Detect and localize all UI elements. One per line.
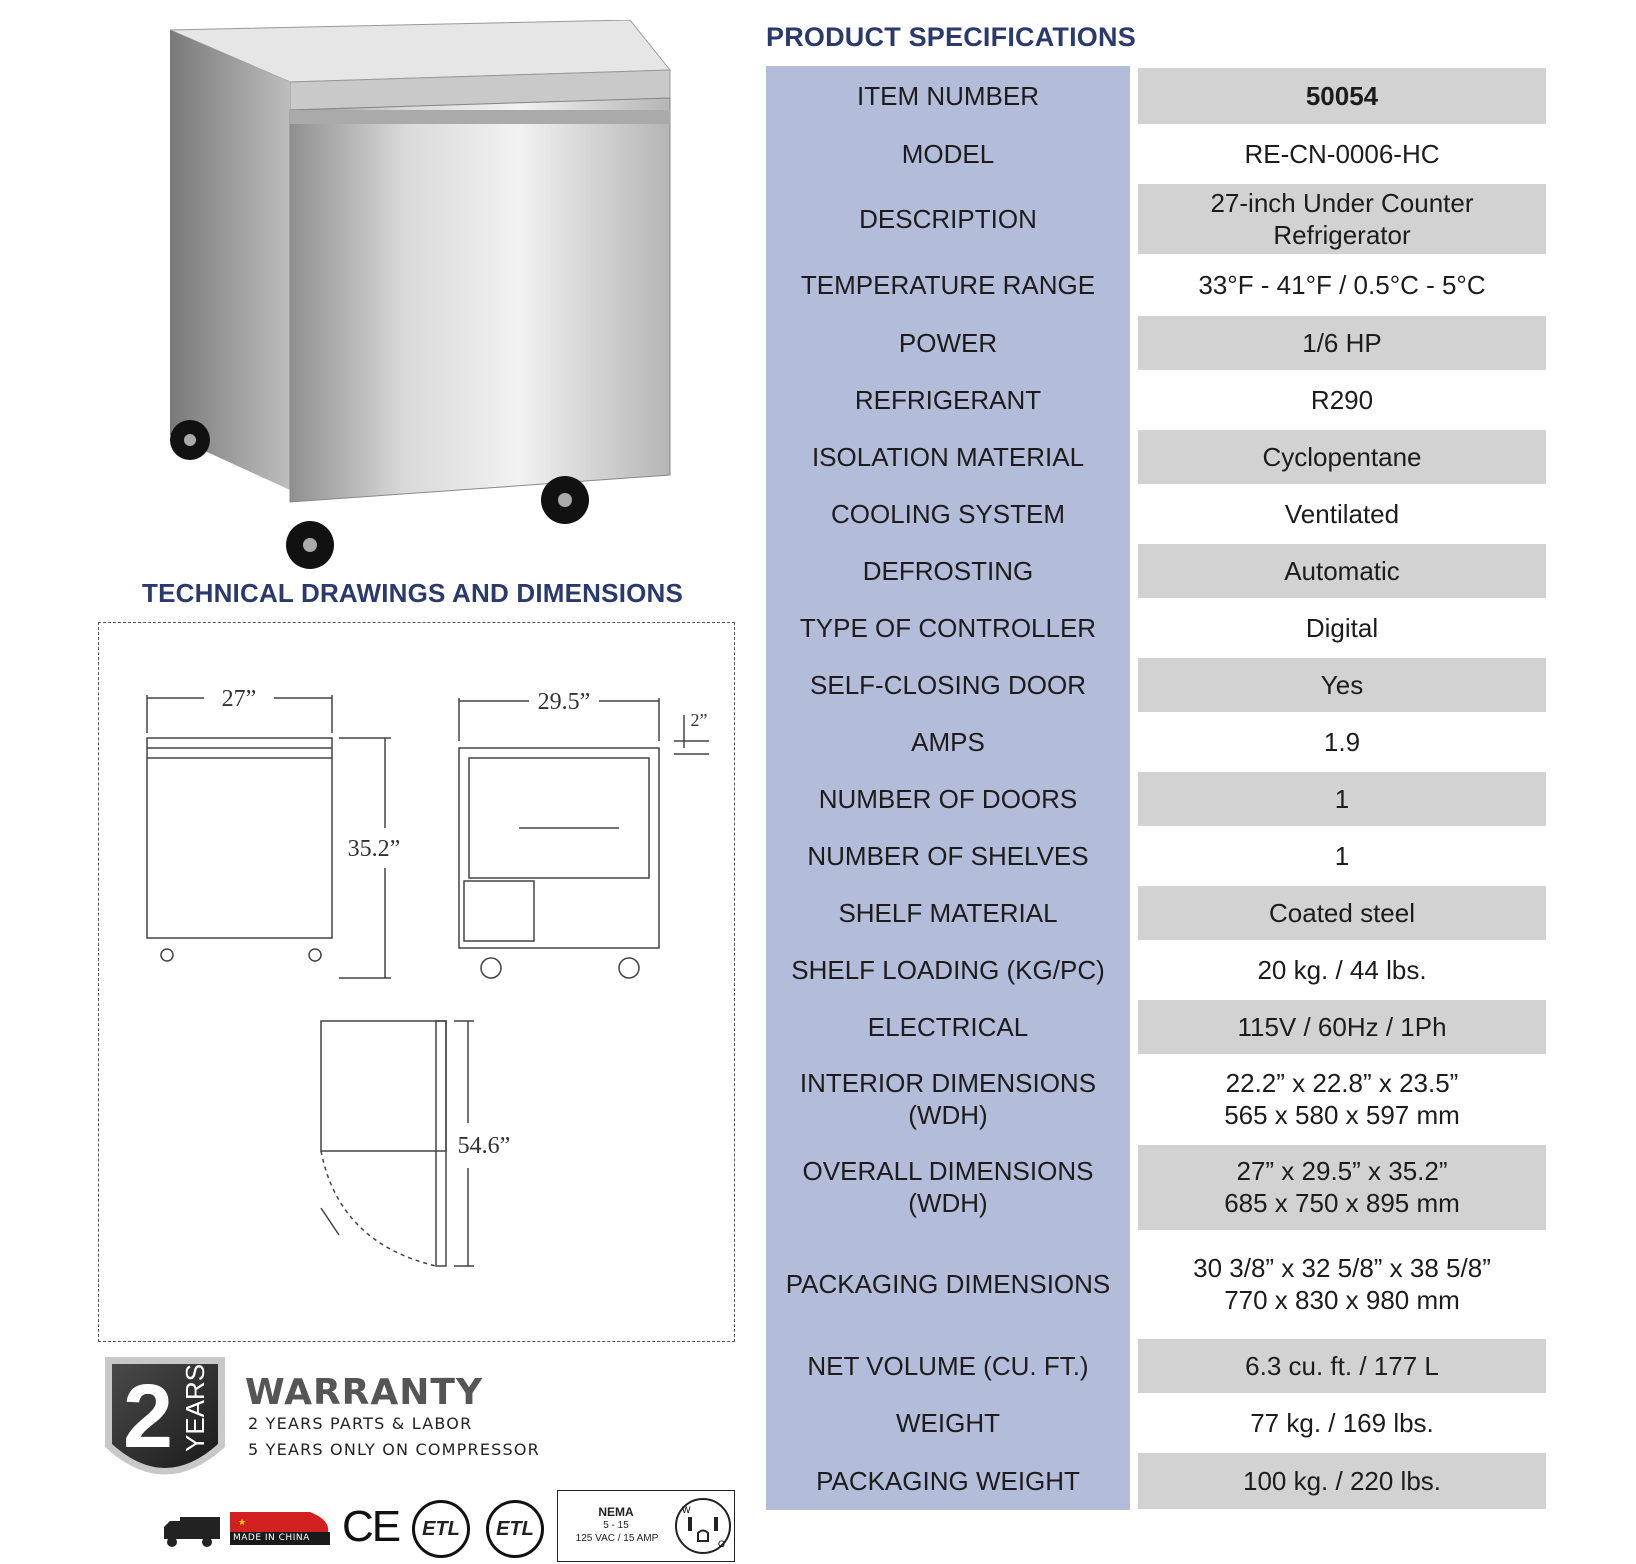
spec-value-line: 1 (1334, 840, 1350, 871)
spec-value (1138, 1055, 1546, 1143)
spec-label: POWER (766, 314, 1130, 371)
made-in-china-badge (230, 1510, 330, 1546)
spec-table (766, 66, 1546, 1510)
spec-value-line: 1/6 HP (1302, 327, 1382, 358)
spec-value-line: 115V / 60Hz / 1Ph (1237, 1011, 1447, 1042)
spec-row (766, 713, 1546, 770)
spec-value (1138, 1145, 1546, 1230)
drawings-svg (99, 623, 736, 1343)
spec-value-line: 20 kg. / 44 lbs. (1257, 954, 1427, 985)
spec-value-line: Ventilated (1284, 498, 1400, 529)
ce-mark-icon: CE (342, 1502, 400, 1551)
spec-label: DESCRIPTION (766, 182, 1130, 255)
spec-label: NUMBER OF SHELVES (766, 827, 1130, 884)
spec-label: ISOLATION MATERIAL (766, 428, 1130, 485)
made-in-label: MADE IN CHINA (233, 1533, 310, 1543)
technical-drawings (98, 622, 735, 1342)
spec-row (766, 1337, 1546, 1394)
drawings-heading: TECHNICAL DRAWINGS AND DIMENSIONS (142, 578, 684, 608)
spec-row (766, 485, 1546, 542)
spec-row (766, 1143, 1546, 1231)
warranty-number: 2 (122, 1367, 174, 1467)
spec-row (766, 941, 1546, 998)
spec-label: OVERALL DIMENSIONS (WDH) (766, 1143, 1130, 1231)
spec-value-line: Refrigerator (1273, 219, 1411, 250)
spec-value-line: Digital (1305, 612, 1379, 643)
spec-value-line: 100 kg. / 220 lbs. (1242, 1465, 1442, 1496)
spec-label: TEMPERATURE RANGE (766, 255, 1130, 314)
spec-value-line: 77 kg. / 169 lbs. (1250, 1407, 1434, 1438)
spec-label: TYPE OF CONTROLLER (766, 599, 1130, 656)
warranty-line-1: 2 YEARS PARTS & LABOR (248, 1414, 473, 1433)
spec-row (766, 884, 1546, 941)
spec-label: PACKAGING DIMENSIONS (766, 1231, 1130, 1337)
spec-value (1138, 1394, 1546, 1451)
spec-value (1138, 1000, 1546, 1054)
truck-icon (162, 1512, 222, 1552)
spec-value (1138, 713, 1546, 770)
spec-value (1138, 125, 1546, 182)
spec-row (766, 542, 1546, 599)
spec-label: REFRIGERANT (766, 371, 1130, 428)
spec-row (766, 255, 1546, 314)
spec-value (1138, 827, 1546, 884)
spec-label: NUMBER OF DOORS (766, 770, 1130, 827)
spec-value-line: Automatic (1284, 555, 1400, 586)
spec-label: AMPS (766, 713, 1130, 770)
spec-value (1138, 1231, 1546, 1337)
spec-value-line: 6.3 cu. ft. / 177 L (1245, 1350, 1439, 1381)
top-gap-label: 2” (690, 710, 708, 730)
spec-row (766, 599, 1546, 656)
spec-value-line: 1.9 (1323, 726, 1361, 757)
spec-row (766, 182, 1546, 255)
spec-row (766, 827, 1546, 884)
spec-row (766, 428, 1546, 485)
spec-row (766, 998, 1546, 1055)
spec-value (1138, 941, 1546, 998)
spec-value-line: RE-CN-0006-HC (1244, 138, 1440, 169)
nema-rating: 125 VAC / 15 AMP (575, 1533, 659, 1544)
spec-value (1138, 886, 1546, 940)
nema-w: W (682, 1505, 691, 1515)
spec-value (1138, 255, 1546, 314)
spec-row (766, 1394, 1546, 1451)
warranty-shield-icon (100, 1352, 230, 1492)
spec-row (766, 125, 1546, 182)
spec-value (1138, 658, 1546, 712)
spec-label: SELF-CLOSING DOOR (766, 656, 1130, 713)
warranty-years: YEARS (180, 1363, 210, 1452)
nema-plug-badge (557, 1490, 735, 1562)
spec-label: ELECTRICAL (766, 998, 1130, 1055)
spec-value (1138, 1339, 1546, 1393)
spec-value-line: Yes (1320, 669, 1364, 700)
spec-value-line: 22.2” x 22.8” x 23.5” (1225, 1068, 1459, 1098)
spec-value-line: 30 3/8” x 32 5/8” x 38 5/8” (1193, 1253, 1491, 1283)
spec-label: ITEM NUMBER (766, 66, 1130, 125)
nema-outlet-icon (674, 1497, 732, 1555)
spec-value (1138, 544, 1546, 598)
spec-label: INTERIOR DIMENSIONS (WDH) (766, 1055, 1130, 1143)
etl-sanitation-icon: ETL (486, 1500, 544, 1558)
door-open-depth-label: 54.6” (457, 1133, 511, 1159)
spec-value-line: 27-inch Under Counter (1210, 187, 1474, 218)
spec-value (1138, 371, 1546, 428)
spec-value-line: 685 x 750 x 895 mm (1224, 1188, 1460, 1218)
spec-label: SHELF LOADING (KG/PC) (766, 941, 1130, 998)
nema-title: NEMA (598, 1505, 634, 1519)
spec-row (766, 770, 1546, 827)
spec-row (766, 314, 1546, 371)
spec-value-line: 1 (1334, 783, 1350, 814)
spec-value-line: 33°F - 41°F / 0.5°C - 5°C (1198, 269, 1486, 300)
warranty-line-2: 5 YEARS ONLY ON COMPRESSOR (248, 1440, 540, 1459)
spec-value-line: R290 (1310, 384, 1374, 415)
spec-value (1138, 485, 1546, 542)
nema-type: 5 - 15 (603, 1520, 629, 1531)
spec-row (766, 656, 1546, 713)
spec-value (1138, 772, 1546, 826)
spec-label: COOLING SYSTEM (766, 485, 1130, 542)
spec-value (1138, 1453, 1546, 1509)
nema-g: G (718, 1539, 726, 1549)
spec-value-line: 770 x 830 x 980 mm (1224, 1285, 1460, 1315)
spec-value (1138, 184, 1546, 254)
spec-value (1138, 599, 1546, 656)
spec-value (1138, 316, 1546, 370)
front-width-label: 27” (221, 686, 257, 712)
height-label: 35.2” (347, 836, 401, 862)
spec-label: MODEL (766, 125, 1130, 182)
warranty-title: WARRANTY (245, 1372, 484, 1413)
spec-value-line: 50054 (1305, 80, 1379, 111)
side-depth-label: 29.5” (537, 689, 591, 715)
product-image (160, 20, 680, 580)
spec-value-line: 565 x 580 x 597 mm (1224, 1100, 1460, 1130)
spec-value (1138, 68, 1546, 124)
spec-value-line: Cyclopentane (1262, 441, 1422, 472)
spec-value-line: 27” x 29.5” x 35.2” (1236, 1156, 1448, 1186)
spec-label: NET VOLUME (CU. FT.) (766, 1337, 1130, 1394)
spec-value (1138, 430, 1546, 484)
spec-row (766, 371, 1546, 428)
spec-row (766, 1231, 1546, 1337)
spec-value-line: Coated steel (1269, 897, 1415, 928)
spec-row (766, 1451, 1546, 1510)
spec-label: SHELF MATERIAL (766, 884, 1130, 941)
spec-row (766, 1055, 1546, 1143)
spec-label: WEIGHT (766, 1394, 1130, 1451)
spec-label: PACKAGING WEIGHT (766, 1451, 1130, 1510)
spec-label: DEFROSTING (766, 542, 1130, 599)
etl-listed-icon: ETL (412, 1500, 470, 1558)
specs-heading: PRODUCT SPECIFICATIONS (766, 22, 1136, 52)
spec-row (766, 66, 1546, 125)
svg-text:★: ★ (238, 1518, 247, 1528)
